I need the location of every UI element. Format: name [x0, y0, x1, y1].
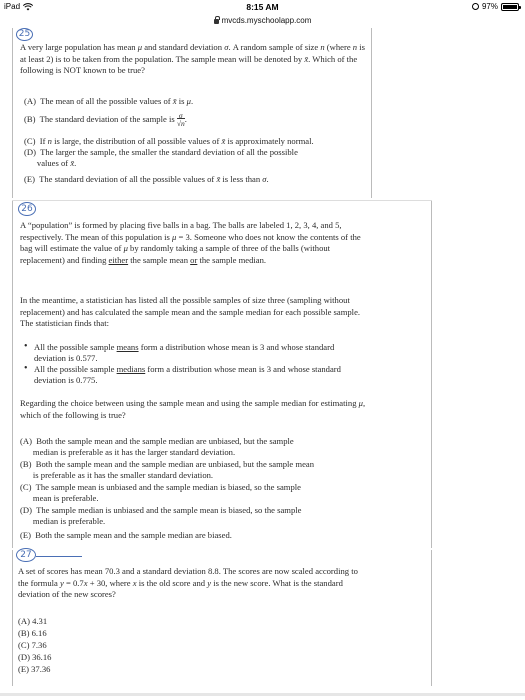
- page-edge: [12, 28, 13, 198]
- lock-icon: [214, 19, 219, 24]
- answer-option[interactable]: (A) Both the sample mean and the sample median are unbiased, but the sample median is preferable as it has the larger standard deviation.: [20, 436, 294, 457]
- answer-option[interactable]: (C) The sample mean is unbiased and the sample median is biased, so the sample mean is preferable.: [20, 482, 301, 503]
- answer-option[interactable]: (B) The standard deviation of the sample is $\frac{\sigma}{√n}$.: [24, 111, 187, 128]
- question-number-badge: 26: [18, 202, 36, 216]
- location-icon: [472, 3, 479, 10]
- answer-option[interactable]: (B) 6.16: [18, 628, 47, 638]
- battery-percent: 97%: [481, 2, 498, 11]
- answer-option[interactable]: (A) 4.31: [18, 616, 48, 626]
- page-footer-divider: [0, 693, 525, 696]
- annotation-stroke: [36, 556, 82, 557]
- document-page-q26: [12, 200, 432, 548]
- battery-icon: [501, 3, 519, 11]
- device-name: iPad: [4, 2, 21, 11]
- answer-option[interactable]: (A) The mean of all the possible values of x̄ is μ.: [24, 96, 194, 106]
- answer-option[interactable]: (D) The larger the sample, the smaller the standard deviation of all the possible values of x̄.: [24, 147, 298, 168]
- clock: 8:15 AM: [246, 2, 279, 12]
- page-edge: [371, 28, 372, 198]
- document-page-q25: [12, 28, 372, 198]
- question-stem: A “population” is formed by placing five balls in a bag. The balls are labeled 1, 2, 3, 4, and 5, respectively. The mean of this population is μ = 3. Someone who does not know the contents of the bag will estimate the value of μ by randomly taking a sample of three of the balls (without replacement) and finding either the sample mean or the sample median.: [20, 220, 361, 265]
- document-page-q27: [12, 550, 432, 686]
- status-bar: [0, 0, 525, 14]
- bullet-marker: •: [24, 363, 28, 374]
- bullet-marker: •: [24, 341, 28, 352]
- page-edge: [431, 200, 432, 548]
- battery-status: [472, 2, 519, 11]
- question-number-badge: 27: [16, 548, 36, 562]
- answer-option[interactable]: (C) 7.36: [18, 640, 47, 650]
- address-bar[interactable]: [0, 14, 525, 26]
- bullet-item: All the possible sample means form a distribution whose mean is 3 and whose standard deviation is 0.577.: [34, 342, 335, 363]
- question-context: In the meantime, a statistician has listed all the possible samples of size three (sampling without replacement) and has calculated the sample mean and the sample median for each possible sample. The statistician finds that:: [20, 295, 361, 329]
- answer-option[interactable]: (E) The standard deviation of all the possible values of x̄ is less than σ.: [24, 174, 269, 184]
- page-edge: [12, 550, 13, 686]
- answer-option[interactable]: (E) Both the sample mean and the sample median are biased.: [20, 530, 232, 540]
- answer-option[interactable]: (D) The sample median is unbiased and the sample mean is biased, so the sample median is preferable.: [20, 505, 302, 526]
- page-edge: [12, 200, 13, 548]
- url-text: mvcds.myschoolapp.com: [221, 15, 312, 25]
- bullet-item: All the possible sample medians form a distribution whose mean is 3 and whose standard deviation is 0.775.: [34, 364, 341, 385]
- question-stem: A very large population has mean μ and standard deviation σ. A random sample of size n (where n is at least 2) is to be taken from the population. The sample mean will be denoted by x̄. Which of the following is NOT known to be true?: [20, 42, 365, 76]
- answer-option[interactable]: (C) If n is large, the distribution of all possible values of x̄ is approximately normal.: [24, 136, 314, 146]
- answer-option[interactable]: (D) 36.16: [18, 652, 52, 662]
- page-edge: [431, 550, 432, 686]
- question-number-badge: 25: [16, 28, 33, 41]
- answer-option[interactable]: (B) Both the sample mean and the sample median are unbiased, but the sample mean is preferable as it has the smaller standard deviation.: [20, 459, 315, 480]
- page-edge: [12, 200, 432, 201]
- question-prompt: Regarding the choice between using the sample mean and using the sample median for estimating μ, which of the following is true?: [20, 398, 366, 420]
- answer-option[interactable]: (E) 37.36: [18, 664, 51, 674]
- question-stem: A set of scores has mean 70.3 and a standard deviation 8.8. The scores are now scaled according to the formula y = 0.7x + 30, where x is the old score and y is the new score. What is the standard deviation of the new scores?: [18, 566, 358, 600]
